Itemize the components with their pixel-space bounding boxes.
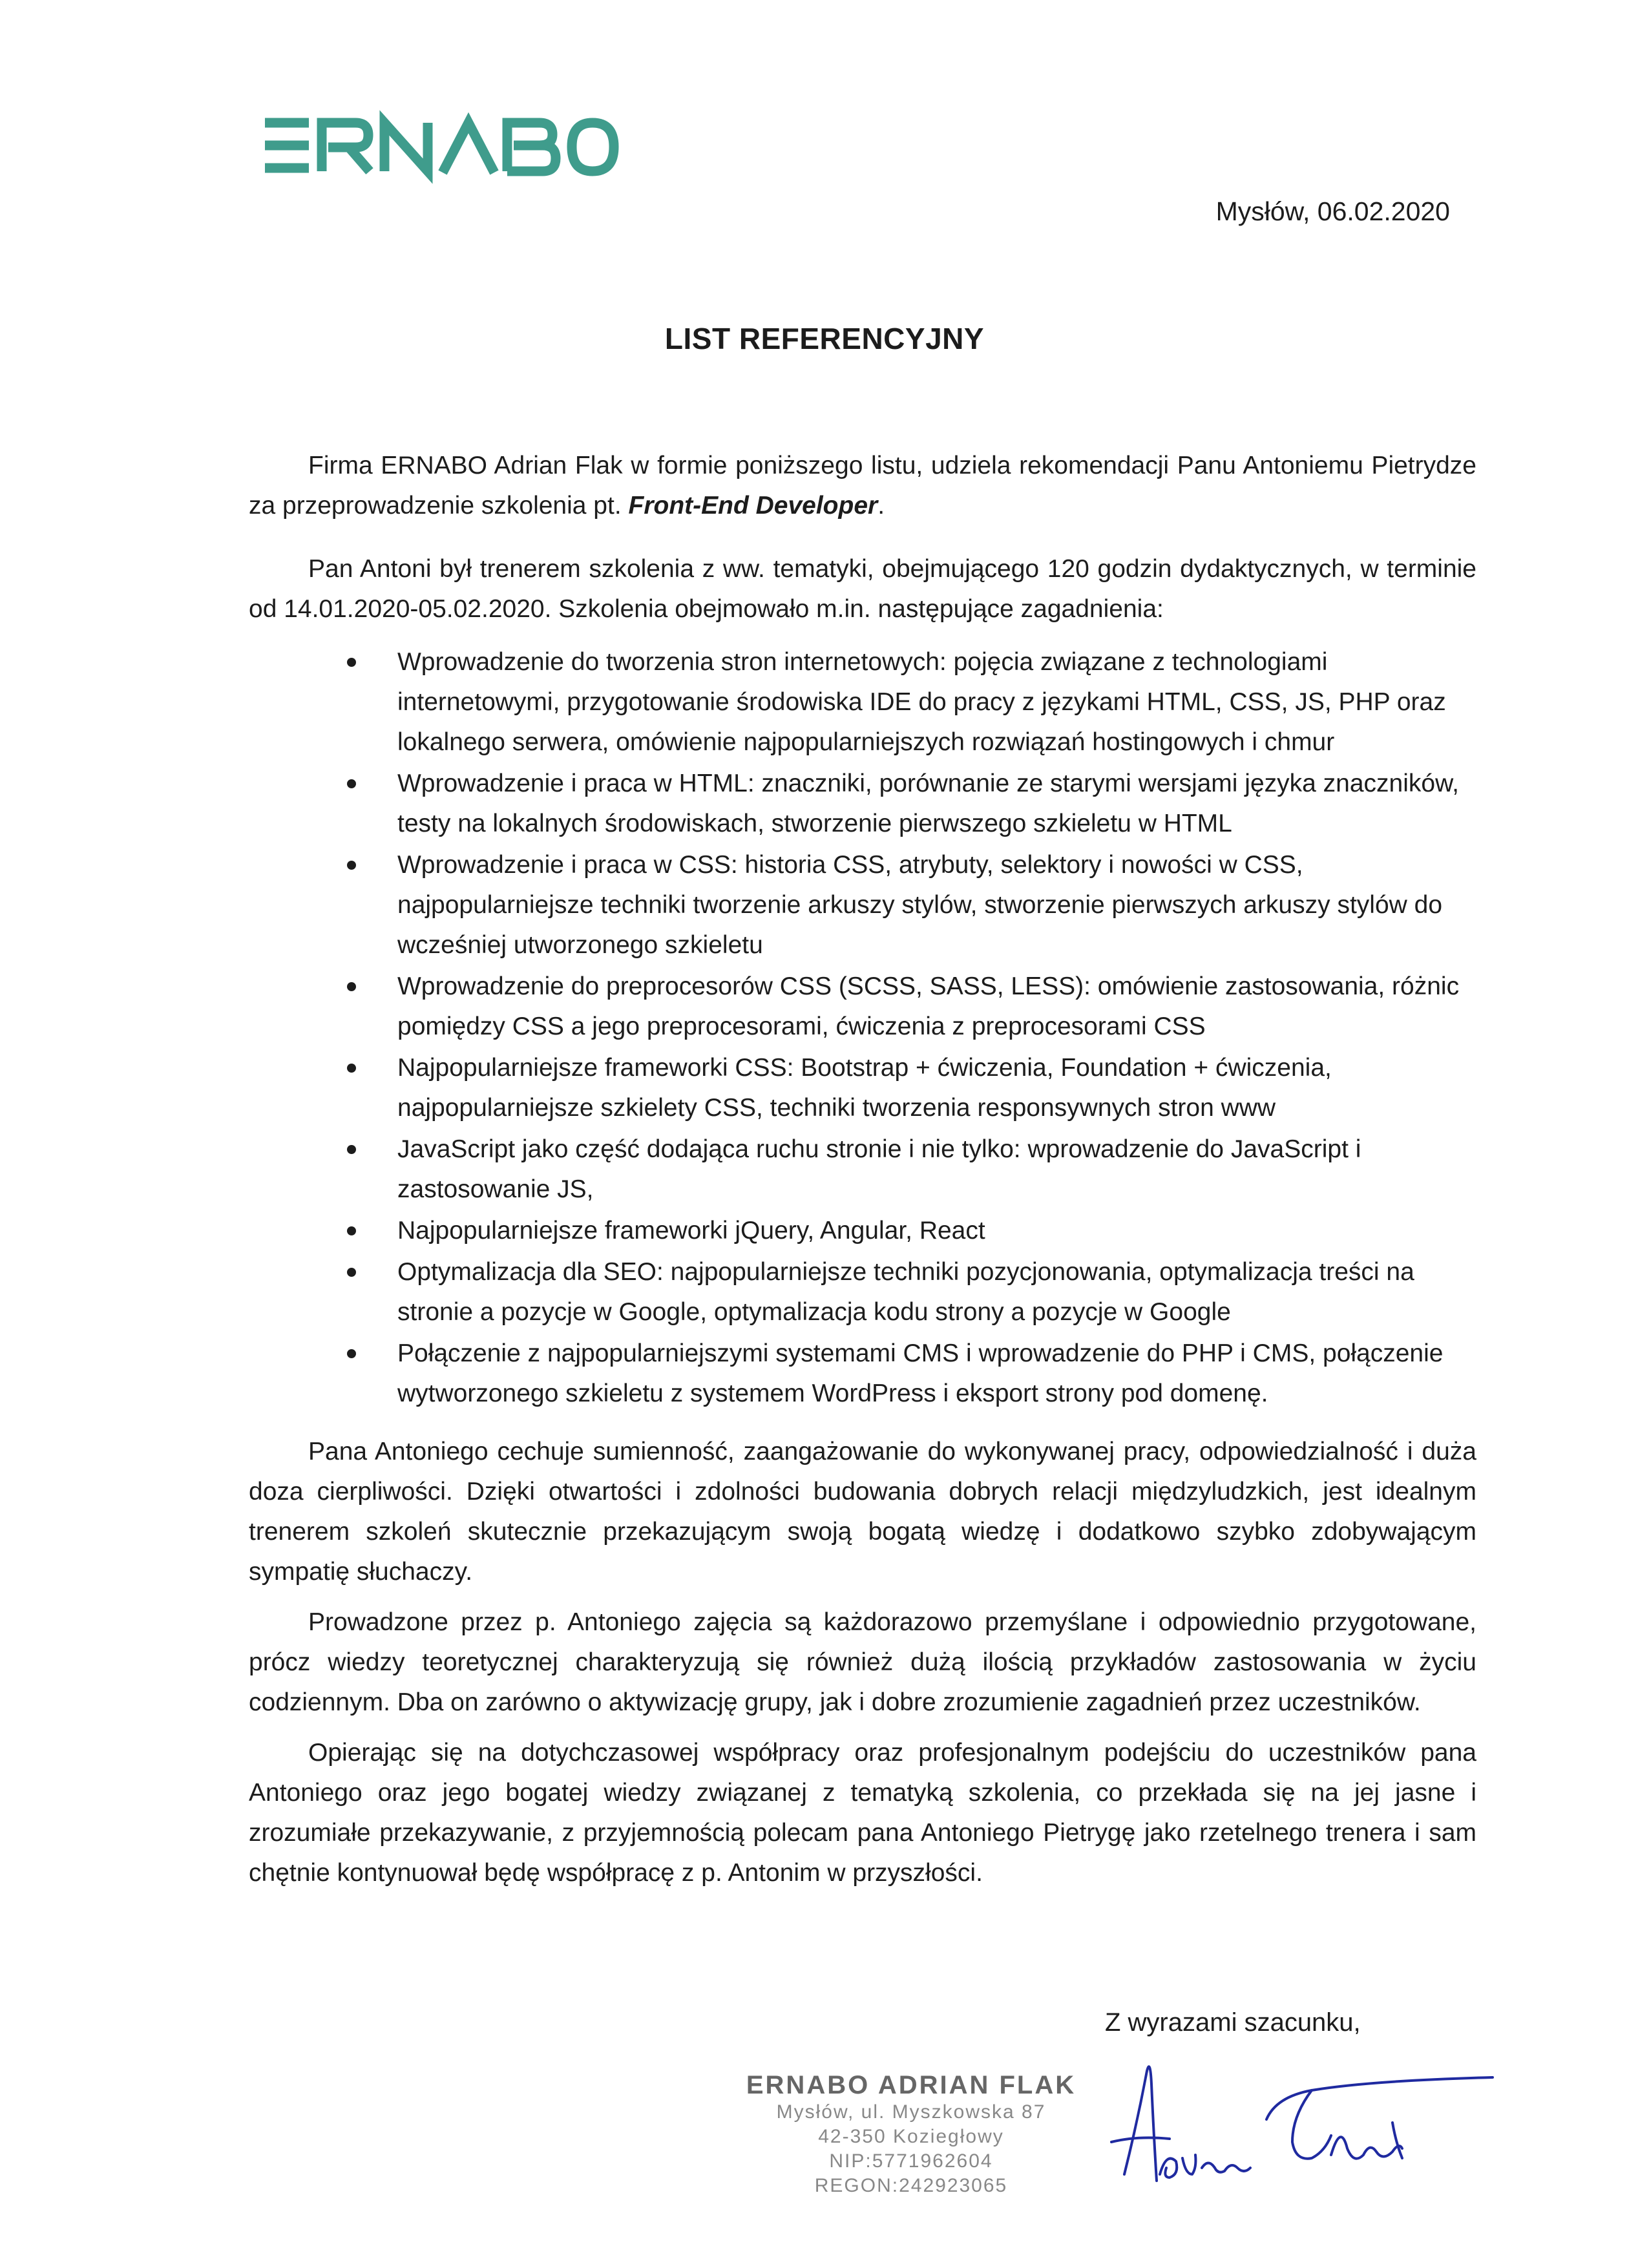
stamp-address: Mysłów, ul. Myszkowska 87 (776, 2101, 1046, 2123)
bullet-icon (347, 1349, 356, 1358)
course-title: Front-End Developer (628, 492, 878, 520)
topic-text: Najpopularniejsze frameworki jQuery, Angular, React (397, 1217, 985, 1244)
bullet-icon (347, 1145, 356, 1154)
bullet-icon (347, 982, 356, 991)
bullet-icon (347, 1064, 356, 1073)
topics-list (249, 642, 1476, 1414)
qualities-paragraph: Pana Antoniego cechuje sumienność, zaangażowanie do wykonywanej pracy, odpowiedzialność i duża doza cierpliwości. Dzięki otwartości i zdolności budowania dobrych relacji międzyludzkich, jest idealnym trenerem szkoleń skutecznie przekazującym swoją bogatą wiedzę i dodatkowo szybko zdobywającym sympatię słuchaczy. (249, 1438, 1476, 1586)
topic-text: Wprowadzenie i praca w HTML: znaczniki, porównanie ze starymi wersjami języka znaczników, testy na lokalnych środowiskach, stworzenie pierwszego szkieletu w HTML (397, 770, 1459, 837)
place-date: Mysłów, 06.02.2020 (1215, 196, 1450, 226)
stamp-postal: 42-350 Koziegłowy (818, 2126, 1004, 2147)
letter-body (249, 446, 1476, 1893)
intro-paragraph (249, 446, 1476, 526)
bullet-icon (347, 861, 356, 870)
bullet-icon (347, 1226, 356, 1235)
list-item (397, 1211, 1476, 1251)
closing-salutation: Z wyrazami szacunku, (1105, 2008, 1361, 2037)
topic-text: Wprowadzenie do tworzenia stron internetowych: pojęcia związane z technologiami internetowymi, przygotowanie środowiska IDE do pracy z językami HTML, CSS, JS, PHP oraz lokalnego serwera, omówienie najpopularniejszych rozwiązań hostingowych i chmur (397, 648, 1446, 756)
bullet-icon (347, 658, 356, 667)
document-title: LIST REFERENCYJNY (664, 322, 985, 355)
ernabo-logo-mark (258, 107, 620, 184)
bullet-icon (347, 1268, 356, 1277)
topic-text: Wprowadzenie i praca w CSS: historia CSS, atrybuty, selektory i nowości w CSS, najpopularniejsze techniki tworzenie arkuszy stylów, stworzenie pierwszych arkuszy stylów do wcześniej utworzonego szkieletu (397, 851, 1443, 959)
list-item (397, 1252, 1476, 1332)
recommendation-paragraph: Opierając się na dotychczasowej współpracy oraz profesjonalnym podejściu do uczestników pana Antoniego oraz jego bogatej wiedzy związanej z tematyką szkolenia, co przekłada się na jej jasne i zrozumiałe przekazywanie, z przyjemnością polecam pana Antoniego Pietrygę jako rzetelnego trenera i sam chętnie kontynuował będę współpracę z p. Antonim w przyszłości. (249, 1739, 1476, 1887)
intro-end: . (877, 492, 885, 520)
topic-text: Wprowadzenie do preprocesorów CSS (SCSS, SASS, LESS): omówienie zastosowania, różnic pomiędzy CSS a jego preprocesorami, ćwiczenia z preprocesorami CSS (397, 972, 1460, 1040)
ernabo-logo (258, 107, 620, 184)
company-stamp (737, 2071, 1086, 2198)
list-item (397, 642, 1476, 762)
list-item (397, 1334, 1476, 1414)
list-item (397, 1129, 1476, 1210)
list-item (397, 845, 1476, 965)
handwritten-signature (1098, 2045, 1499, 2200)
list-item (397, 967, 1476, 1047)
stamp-company-name: ERNABO ADRIAN FLAK (746, 2071, 1077, 2099)
classes-paragraph: Prowadzone przez p. Antoniego zajęcia są każdorazowo przemyślane i odpowiednio przygotowane, prócz wiedzy teoretycznej charakteryzują się również dużą ilością przykładów zastosowania w życiu codziennym. Dba on zarówno o aktywizację grupy, jak i dobre zrozumienie zagadnień przez uczestników. (249, 1608, 1476, 1716)
list-item (397, 764, 1476, 844)
intro-text: Firma ERNABO Adrian Flak w formie poniższego listu, udziela rekomendacji Panu Antoniemu Pietrydze za przeprowadzenie szkolenia pt. (249, 452, 1476, 520)
signature-icon (1098, 2045, 1499, 2200)
topic-text: Połączenie z najpopularniejszymi systemami CMS i wprowadzenie do PHP i CMS, połączenie wytworzonego szkieletu z systemem WordPress i eksport strony pod domenę. (397, 1339, 1444, 1407)
list-item (397, 1048, 1476, 1128)
topic-text: Najpopularniejsze frameworki CSS: Bootstrap + ćwiczenia, Foundation + ćwiczenia, najpopularniejsze szkielety CSS, techniki tworzenia responsywnych stron www (397, 1054, 1332, 1122)
topic-text: JavaScript jako część dodająca ruchu stronie i nie tylko: wprowadzenie do JavaScript i zastosowanie JS, (397, 1135, 1361, 1203)
scope-paragraph: Pan Antoni był trenerem szkolenia z ww. tematyki, obejmującego 120 godzin dydaktycznych, w terminie od 14.01.2020-05.02.2020. Szkolenia obejmowało m.in. następujące zagadnienia: (249, 555, 1476, 623)
stamp-ids: NIP:5771962604 REGON:242923065 (814, 2150, 1008, 2196)
topic-text: Optymalizacja dla SEO: najpopularniejsze techniki pozycjonowania, optymalizacja treści na stronie a pozycje w Google, optymalizacja kodu strony a pozycje w Google (397, 1258, 1414, 1326)
bullet-icon (347, 779, 356, 788)
